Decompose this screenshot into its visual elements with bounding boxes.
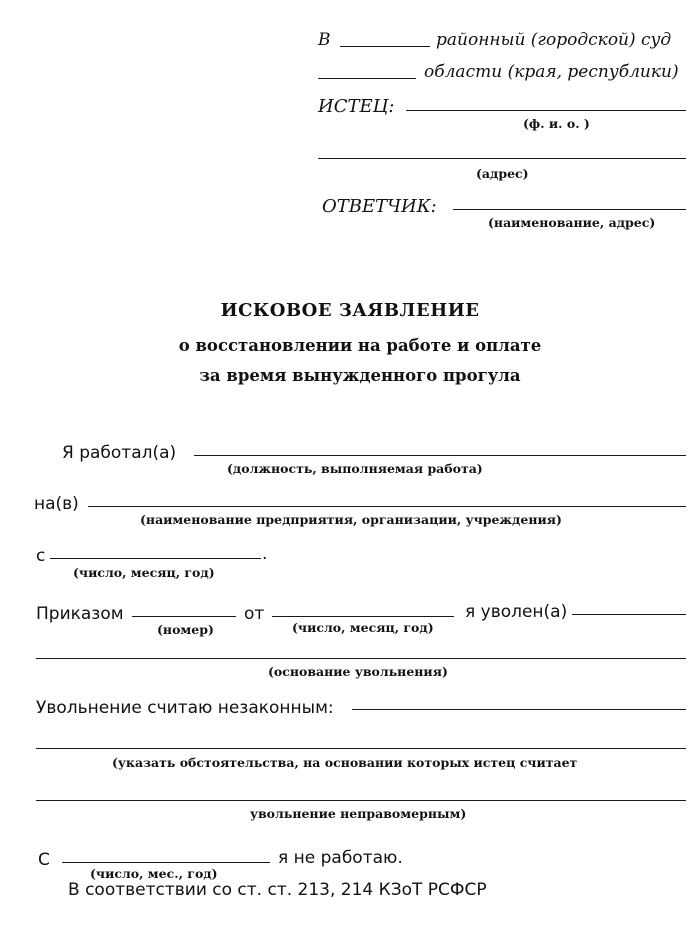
- unlawful-reason-field[interactable]: [352, 709, 686, 710]
- circumstances-hint-1: (указать обстоятельства, на основании которых истец считает: [112, 755, 578, 770]
- document-title: ИСКОВОЕ ЗАЯВЛЕНИЕ: [220, 300, 480, 321]
- region-field[interactable]: [318, 78, 416, 79]
- court-prefix: В: [318, 30, 331, 50]
- plaintiff-name-field[interactable]: [406, 110, 686, 111]
- from-label: с: [36, 546, 46, 566]
- document-subtitle-1: о восстановлении на работе и оплате: [178, 336, 542, 355]
- court-name-field[interactable]: [340, 46, 430, 47]
- start-date-hint: (число, месяц, год): [73, 565, 215, 580]
- position-hint: (должность, выполняемая работа): [227, 461, 483, 476]
- law-reference: В соответствии со ст. ст. 213, 214 КЗоТ РСФСР: [68, 880, 487, 900]
- dismissal-basis-field[interactable]: [36, 658, 686, 659]
- since-label: С: [38, 850, 50, 870]
- address-hint: (адрес): [476, 166, 529, 181]
- court-label: районный (городской) суд: [436, 30, 672, 50]
- plaintiff-address-field[interactable]: [318, 158, 686, 159]
- dismissal-basis-hint: (основание увольнения): [268, 664, 448, 679]
- start-date-field[interactable]: [50, 558, 261, 559]
- dismissed-label: я уволен(а): [465, 602, 568, 622]
- dismissed-field[interactable]: [572, 614, 686, 615]
- plaintiff-label: ИСТЕЦ:: [318, 96, 395, 117]
- order-number-field[interactable]: [132, 616, 236, 617]
- worked-label: Я работал(а): [62, 443, 177, 463]
- fio-hint: (ф. и. о. ): [523, 116, 590, 131]
- since-date-field[interactable]: [62, 862, 270, 863]
- order-number-hint: (номер): [157, 622, 214, 637]
- circumstances-hint-2: увольнение неправомерным): [250, 806, 467, 821]
- order-date-hint: (число, месяц, год): [292, 620, 434, 635]
- order-date-field[interactable]: [272, 616, 454, 617]
- circumstances-field-2[interactable]: [36, 800, 686, 801]
- region-label: области (края, республики): [424, 62, 679, 82]
- defendant-field[interactable]: [453, 209, 686, 210]
- organization-hint: (наименование предприятия, организации, учреждения): [140, 512, 562, 527]
- defendant-hint: (наименование, адрес): [488, 215, 656, 230]
- organization-field[interactable]: [88, 506, 686, 507]
- at-label: на(в): [34, 494, 79, 514]
- order-from-label: от: [244, 604, 265, 624]
- from-dot: .: [262, 544, 268, 564]
- since-date-hint: (число, мес., год): [90, 866, 218, 881]
- not-working-label: я не работаю.: [278, 848, 403, 868]
- defendant-label: ОТВЕТЧИК:: [322, 196, 437, 217]
- order-label: Приказом: [36, 604, 124, 624]
- circumstances-field-1[interactable]: [36, 748, 686, 749]
- document-subtitle-2: за время вынужденного прогула: [199, 366, 521, 385]
- position-field[interactable]: [194, 455, 686, 456]
- unlawful-label: Увольнение считаю незаконным:: [36, 698, 334, 718]
